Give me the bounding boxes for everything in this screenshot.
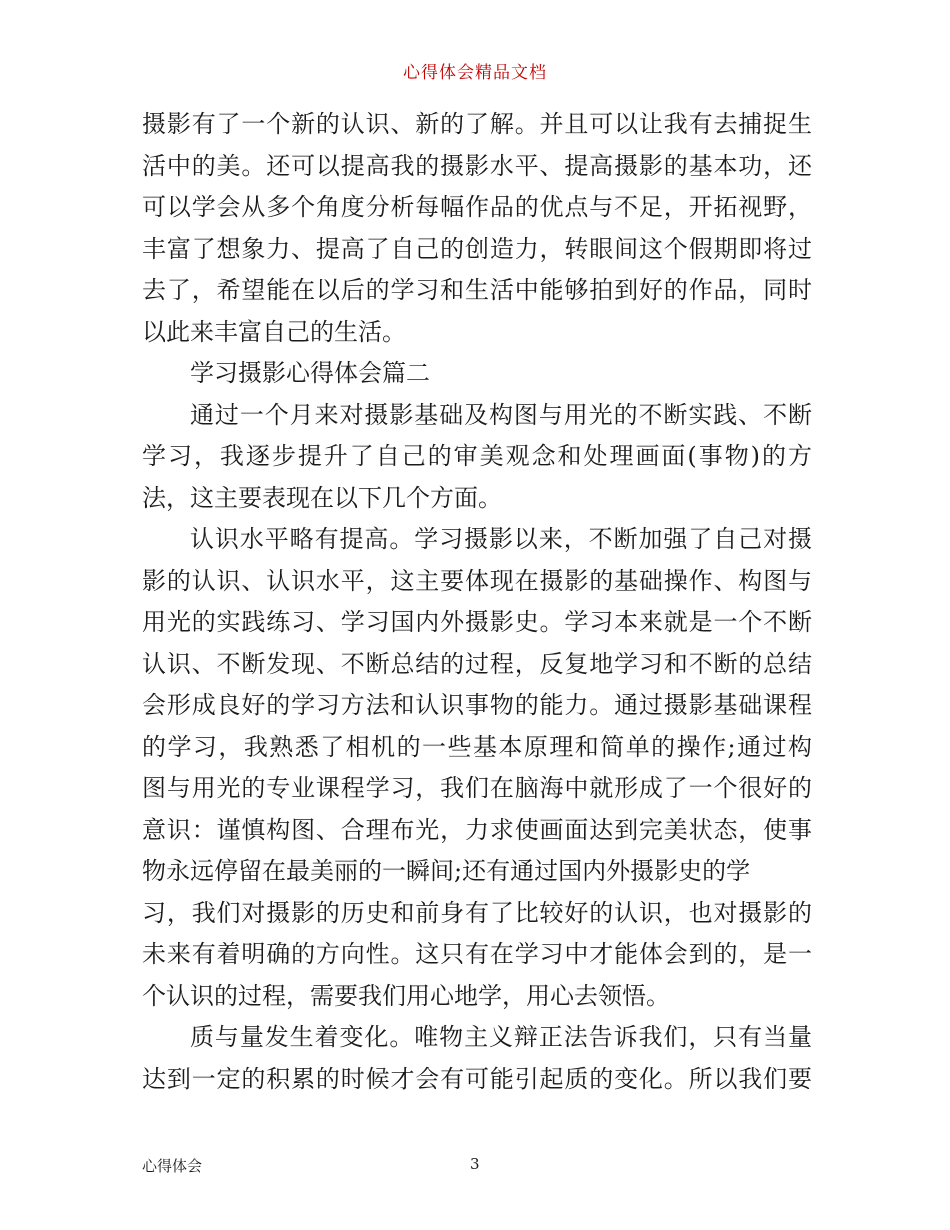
body-line: 法，这主要表现在以下几个方面。 [142,483,502,512]
body-line: 物永远停留在最美丽的一瞬间;还有通过国内外摄影史的学 [142,857,751,885]
document-body [142,104,812,1100]
body-line: 丰富了想象力、提高了自己的创造力，转眼间这个假期即将过 [142,234,812,263]
body-line: 意识：谨慎构图、合理布光，力求使画面达到完美状态，使事 [142,815,812,844]
body-line: 个认识的过程，需要我们用心地学，用心去领悟。 [142,981,670,1010]
body-line: 质与量发生着变化。唯物主义辩正法告诉我们，只有当量 [190,1023,812,1051]
body-line: 用光的实践练习、学习国内外摄影史。学习本来就是一个不断 [142,608,812,636]
body-line: 认识水平略有提高。学习摄影以来，不断加强了自己对摄 [190,525,812,553]
section-heading: 学习摄影心得体会篇二 [190,359,430,387]
body-line: 影的认识、认识水平，这主要体现在摄影的基础操作、构图与 [142,566,812,595]
body-line: 会形成良好的学习方法和认识事物的能力。通过摄影基础课程 [142,691,812,719]
body-line: 的学习，我熟悉了相机的一些基本原理和简单的操作;通过构 [142,732,812,761]
body-line: 图与用光的专业课程学习，我们在脑海中就形成了一个很好的 [142,774,812,802]
body-line: 以此来丰富自己的生活。 [142,317,406,346]
footer-label: 心得体会 [142,1157,203,1175]
body-line: 活中的美。还可以提高我的摄影水平、提高摄影的基本功，还 [142,151,812,180]
page-number: 3 [470,1155,480,1173]
body-line: 摄影有了一个新的认识、新的了解。并且可以让我有去捕捉生 [142,110,812,138]
body-line: 去了，希望能在以后的学习和生活中能够拍到好的作品，同时 [142,276,812,304]
body-line: 习，我们对摄影的历史和前身有了比较好的认识，也对摄影的 [142,898,812,927]
body-line: 通过一个月来对摄影基础及构图与用光的不断实践、不断 [190,400,812,429]
body-line: 可以学会从多个角度分析每幅作品的优点与不足，开拓视野， [142,193,812,221]
body-line: 未来有着明确的方向性。这只有在学习中才能体会到的，是一 [142,940,812,968]
body-line: 学习，我逐步提升了自己的审美观念和处理画面(事物)的方 [142,442,812,470]
document-header-title: 心得体会精品文档 [403,63,547,83]
body-line: 达到一定的积累的时候才会有可能引起质的变化。所以我们要 [142,1064,812,1093]
body-line: 认识、不断发现、不断总结的过程，反复地学习和不断的总结 [142,649,812,678]
